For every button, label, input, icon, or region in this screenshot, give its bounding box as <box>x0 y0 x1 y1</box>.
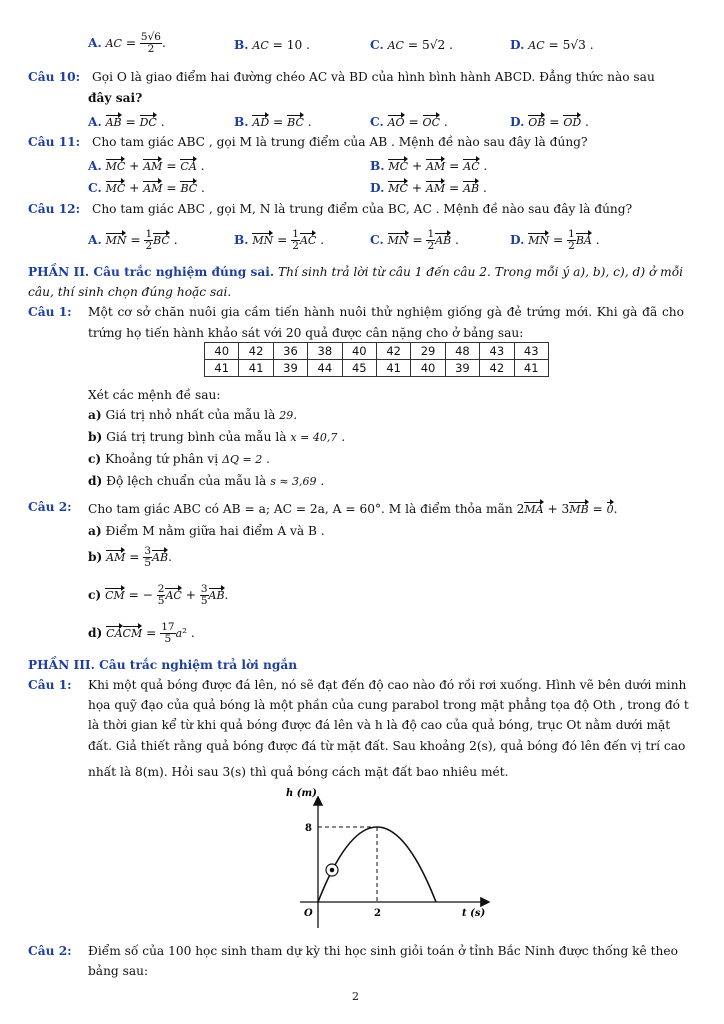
part2-heading: PHẦN II. Câu trắc nghiệm đúng sai. Thí sinh trả lời từ câu 1 đến câu 2. Trong mỗi ý a), b), c), d) ở mỗi <box>28 265 684 279</box>
q11-option-c: C. MC + AM = BC . <box>88 181 205 195</box>
table-row <box>205 343 549 360</box>
p3q1-line-5: nhất là 8(m). Hỏi sau 3(s) thì quả bóng cách mặt đất bao nhiêu mét. <box>88 765 509 779</box>
table-cell: 39 <box>273 360 307 377</box>
table-cell: 40 <box>205 343 239 360</box>
table-cell: 41 <box>239 360 273 377</box>
table-cell: 41 <box>205 360 239 377</box>
table-cell: 40 <box>411 360 445 377</box>
x-tick-label: 2 <box>374 908 381 919</box>
p2q2-text: Cho tam giác ABC có AB = a; AC = 2a, A = 60°. M là điểm thỏa mãn 2MA + 3MB = 0. <box>88 502 618 516</box>
p2q1-item-b: b) Giá trị trung bình của mẫu là x = 40,7 . <box>88 430 346 444</box>
table-cell: 43 <box>480 343 514 360</box>
p2q1-item-d: d) Độ lệch chuẩn của mẫu là s ≈ 3,69 . <box>88 474 325 488</box>
y-tick-label: 8 <box>305 823 312 834</box>
table-cell: 48 <box>445 343 479 360</box>
q11-label: Câu 11: <box>28 135 81 149</box>
table-cell: 42 <box>480 360 514 377</box>
table-cell: 39 <box>445 360 479 377</box>
p3q2-label: Câu 2: <box>28 944 72 958</box>
trajectory-graph <box>270 784 500 934</box>
p2q1-item-c: c) Khoảng tứ phân vị ΔQ = 2 . <box>88 452 270 466</box>
q10-text: Gọi O là giao điểm hai đường chéo AC và BD của hình bình hành ABCD. Đẳng thức nào sau <box>92 70 655 84</box>
table-cell: 41 <box>514 360 548 377</box>
table-cell: 42 <box>376 343 410 360</box>
q11-option-a: A. MC + AM = CA . <box>88 159 205 173</box>
table-cell: 40 <box>342 343 376 360</box>
p2q2-item-b: b) AM = $\frac{3}{5}$ AB. <box>88 545 172 569</box>
q12-option-b: B. MN = $\frac{1}{2}$ AC . <box>234 228 325 252</box>
p2q2-item-a: a) Điểm M nằm giữa hai điểm A và B . <box>88 524 325 538</box>
p3q1-label: Câu 1: <box>28 678 72 692</box>
q11-option-d: D. MC + AM = AB . <box>370 181 487 195</box>
p2q2-label: Câu 2: <box>28 500 72 514</box>
p3q2-line-2: bảng sau: <box>88 964 149 978</box>
q9-option-c: C. AC = 5√2 . <box>370 38 453 52</box>
p3q1-line-2: họa quỹ đạo của quả bóng là một phần của cung parabol trong mặt phẳng tọa độ Oth , trong đó t <box>88 698 689 712</box>
p2q1-item-a: a) Giá trị nhỏ nhất của mẫu là 29. <box>88 408 298 422</box>
part3-heading: PHẦN III. Câu trắc nghiệm trả lời ngắn <box>28 658 298 672</box>
q12-option-a: A. MN = $\frac{1}{2}$ BC . <box>88 228 178 252</box>
q10-label: Câu 10: <box>28 70 81 84</box>
q12-label: Câu 12: <box>28 202 81 216</box>
egg-weight-table <box>204 342 549 377</box>
table-cell: 42 <box>239 343 273 360</box>
table-cell: 41 <box>376 360 410 377</box>
p3q2-line-1: Điểm số của 100 học sinh tham dự kỳ thi học sinh giỏi toán ở tỉnh Bắc Ninh được thống kê theo <box>88 944 678 958</box>
q10-option-d: D. OB = OD . <box>510 115 589 129</box>
p2q1-text: Một cơ sở chăn nuôi gia cầm tiến hành nuôi thử nghiệm giống gà đẻ trứng mới. Khi gà đã cho trứng họ tiến hành khảo sát với 20 quả được cân nặng cho ở bảng sau: <box>88 305 684 340</box>
q10-option-a: A. AB = DC . <box>88 115 165 129</box>
p3q1-line-4: đất. Giả thiết rằng quả bóng được đá từ mặt đất. Sau khoảng 2(s), quả bóng đó lên đến vị trí cao <box>88 739 686 753</box>
p2q1-intro: Xét các mệnh đề sau: <box>88 388 221 402</box>
p2q1-label: Câu 1: <box>28 305 72 319</box>
table-cell: 38 <box>308 343 342 360</box>
q10-option-c: C. AO = OC . <box>370 115 448 129</box>
q9-option-b: B. AC = 10 . <box>234 38 311 52</box>
y-axis-label: h (m) <box>286 788 317 799</box>
q12-text: Cho tam giác ABC , gọi M, N là trung điểm của BC, AC . Mệnh đề nào sau đây là đúng? <box>92 202 633 216</box>
q11-option-b: B. MC + AM = AC . <box>370 159 488 173</box>
table-cell: 29 <box>411 343 445 360</box>
page-number: 2 <box>352 990 359 1003</box>
table-cell: 44 <box>308 360 342 377</box>
table-cell: 43 <box>514 343 548 360</box>
x-axis-label: t (s) <box>462 908 486 919</box>
q11-text: Cho tam giác ABC , gọi M là trung điểm của AB . Mệnh đề nào sau đây là đúng? <box>92 135 588 149</box>
origin-label: O <box>304 908 313 919</box>
table-row <box>205 360 549 377</box>
q10-option-b: B. AD = BC . <box>234 115 312 129</box>
p3q1-line-3: là thời gian kể từ khi quả bóng được đá lên và h là độ cao của quả bóng, trục Ot nằm dưới mặt <box>88 718 671 732</box>
ball-icon <box>326 864 338 876</box>
q9-option-a: A. AC = $\frac{5√6}{2}$ . <box>88 31 166 55</box>
table-cell: 36 <box>273 343 307 360</box>
q10-text-2: đây sai? <box>88 91 143 105</box>
q9-option-d: D. AC = 5√3 . <box>510 38 594 52</box>
p3q1-line-1: Khi một quả bóng được đá lên, nó sẽ đạt đến độ cao nào đó rồi rơi xuống. Hình vẽ bên dưới minh <box>88 678 687 692</box>
p2q2-item-c: c) CM = − $\frac{2}{5}$ AC + $\frac{3}{5}$ AB. <box>88 583 229 607</box>
table-cell: 45 <box>342 360 376 377</box>
q12-option-d: D. MN = $\frac{1}{2}$ BA . <box>510 228 600 252</box>
q12-option-c: C. MN = $\frac{1}{2}$ AB . <box>370 228 459 252</box>
p2q2-item-d: d) CACM = $\frac{17}{5}$ a² . <box>88 621 195 645</box>
part2-instr-2: câu, thí sinh chọn đúng hoặc sai. <box>28 285 232 299</box>
